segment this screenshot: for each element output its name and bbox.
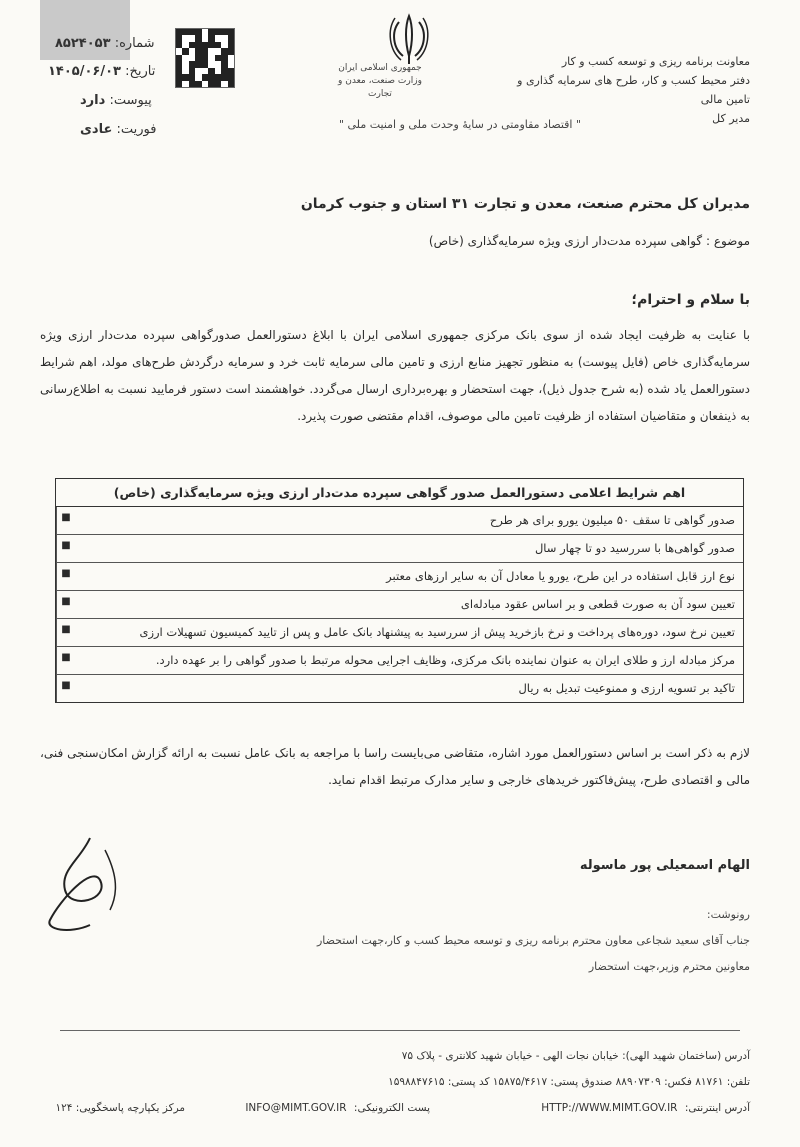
table-row [56, 647, 743, 675]
letter-date-row [48, 64, 155, 79]
closing-paragraph: لازم به ذکر است بر اساس دستورالعمل مورد اشاره، متقاضی می‌بایست راسا با مراجعه به بانک عامل نسبت به ارائه گزارش امکان‌سنجی فنی، مالی و اقتصادی طرح، پیش‌فاکتور خریدهای خارجی و سایر مدارک مرتبط اقدام نماید. [40, 746, 750, 787]
bullet-icon: ■ [56, 563, 75, 590]
footer-address: آدرس (ساختمان شهید الهی): خیابان نجات الهی - خیابان شهید کلانتری - پلاک ۷۵ [401, 1050, 750, 1062]
conditions-title: اهم شرایط اعلامی دستورالعمل صدور گواهی سپرده مدت‌دار ارزی ویژه سرمایه‌گذاری (خاص) [56, 479, 743, 507]
addressee: مدیران کل محترم صنعت، معدن و تجارت ۳۱ استان و جنوب کرمان [300, 196, 750, 212]
handwritten-signature-icon [20, 830, 140, 940]
bullet-icon: ■ [56, 675, 75, 702]
conditions-table [55, 478, 744, 703]
table-row [56, 507, 743, 535]
table-row [56, 619, 743, 647]
signer-name: الهام اسمعیلی پور ماسوله [579, 858, 750, 873]
attachment-value: دارد [80, 93, 106, 108]
bullet-icon: ■ [56, 507, 75, 534]
sender-department [490, 52, 750, 128]
iran-emblem-icon [385, 12, 433, 66]
slogan: " اقتصاد مقاومتی در سایهٔ وحدت ملی و امنیت ملی " [338, 118, 582, 131]
footer-email-label: پست الکترونیکی: [353, 1102, 430, 1114]
bullet-icon: ■ [56, 591, 75, 618]
footer-phones: تلفن: ۸۱۷۶۱ فکس: ۸۸۹۰۷۳۰۹ صندوق پستی: ۱۵۸۷۵/۴۶۱۷ کد پستی: ۱۵۹۸۸۴۷۶۱۵ [388, 1076, 750, 1088]
footer-call-center: مرکز یکپارچه پاسخگویی: ۱۲۴ [55, 1102, 185, 1114]
subject: موضوع : گواهی سپرده مدت‌دار ارزی ویژه سرمایه‌گذاری (خاص) [428, 234, 750, 248]
ministry-name [330, 62, 430, 101]
condition-text: مرکز مبادله ارز و طلای ایران به عنوان نماینده بانک مرکزی، وظایف اجرایی محوله مرتبط با صدور گواهی را بر عهده دارد. [155, 653, 735, 667]
deputy-line-3: مدیر کل [712, 112, 750, 125]
cc-line-2: معاونین محترم وزیر،جهت استحضار [588, 960, 750, 973]
footer-web-link[interactable]: HTTP://WWW.MIMT.GOV.IR [541, 1102, 678, 1114]
priority-value: عادی [80, 122, 113, 137]
priority-row [80, 122, 156, 137]
cc-label: رونوشت: [706, 908, 750, 921]
attachment-label: پیوست: [109, 93, 152, 108]
condition-text: صدور گواهی‌ها با سررسید دو تا چهار سال [534, 541, 735, 555]
deputy-line-1: معاونت برنامه ریزی و توسعه کسب و کار [561, 55, 750, 68]
footer-divider [60, 1030, 740, 1031]
body-paragraph: با عنایت به ظرفیت ایجاد شده از سوی بانک مرکزی جمهوری اسلامی ایران با ابلاغ دستورالعمل صدورگواهی سپرده مدت‌دار ارزی ویژه سرمایه‌گذاری خاص (فایل پیوست) به منظور تجهیز منابع ارزی و تامین مالی سرمایه ثابت خرد و سرمایه درگردش طرح‌های مولد، اهم شرایط دستورالعمل یاد شده (به شرح جدول ذیل)، جهت استحضار و بهره‌برداری ارسال می‌گردد. خواهشمند است دستور فرمایید نسبت به اطلاع‌رسانی به ذینفعان و متقاضیان استفاده از ظرفیت تامین مالی موصوف، اقدام مقتضی صورت پذیرد. [40, 328, 750, 423]
footer-email-link[interactable]: INFO@MIMT.GOV.IR [245, 1102, 347, 1114]
priority-label: فوریت: [116, 122, 157, 137]
bullet-icon: ■ [56, 535, 75, 562]
bullet-icon: ■ [56, 619, 75, 646]
condition-text: تعیین نرخ سود، دوره‌های پرداخت و نرخ بازخرید پیش از سررسید به پیشنهاد بانک عامل و پس از تایید کمیسیون تسهیلات ارزی [139, 625, 735, 639]
condition-text: نوع ارز قابل استفاده در این طرح، یورو یا معادل آن به سایر ارزهای معتبر [386, 569, 735, 583]
qr-code-icon [175, 28, 235, 88]
greeting: با سلام و احترام؛ [631, 292, 750, 308]
letter-date-value: ۱۴۰۵/۰۶/۰۳ [48, 64, 121, 79]
condition-text: صدور گواهی تا سقف ۵۰ میلیون یورو برای هر طرح [489, 513, 735, 527]
deputy-line-2: دفتر محیط کسب و کار، طرح های سرمایه گذاری و تامین مالی [517, 74, 750, 106]
bullet-icon: ■ [56, 647, 75, 674]
letter-number-label: شماره: [114, 36, 155, 51]
scan-corner-tab [40, 0, 130, 60]
footer-web-label: آدرس اینترنتی: [684, 1102, 750, 1114]
letter-number-row [55, 36, 155, 51]
table-row [56, 591, 743, 619]
letter-number-value: ۸۵۲۴۰۵۳ [55, 36, 111, 51]
condition-text: تعیین سود آن به صورت قطعی و بر اساس عقود مبادله‌ای [460, 597, 735, 611]
footer-web-row [541, 1102, 750, 1114]
table-row [56, 535, 743, 563]
ministry-line-2: وزارت صنعت، معدن و تجارت [338, 76, 422, 99]
table-row [56, 675, 743, 702]
condition-text: تاکید بر تسویه ارزی و ممنوعیت تبدیل به ریال [518, 681, 735, 695]
cc-line-1: جناب آقای سعید شجاعی معاون محترم برنامه ریزی و توسعه محیط کسب و کار،جهت استحضار [316, 934, 750, 947]
footer-email-row [245, 1102, 430, 1114]
table-row [56, 563, 743, 591]
ministry-line-1: جمهوری اسلامی ایران [338, 63, 422, 73]
letter-date-label: تاریخ: [125, 64, 156, 79]
attachment-row [80, 93, 152, 108]
